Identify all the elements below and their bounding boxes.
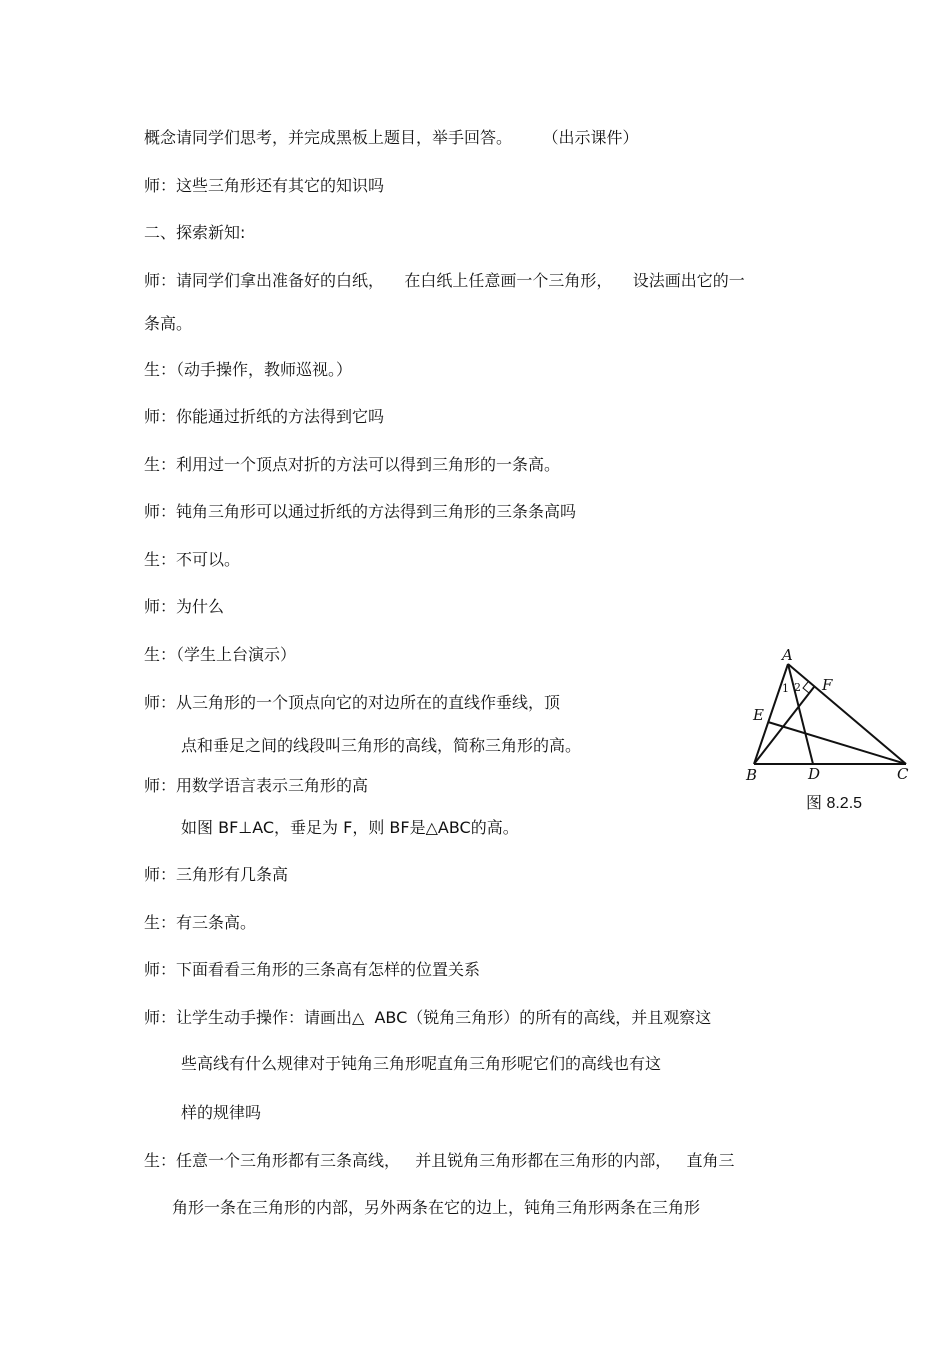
right-angle-mark xyxy=(803,682,809,693)
side-ac xyxy=(788,664,906,764)
text-line: 二、探索新知: xyxy=(144,223,246,242)
text-line: 些高线有什么规律对于钝角三角形呢直角三角形呢它们的高线也有这 xyxy=(181,1054,662,1073)
angle-label-2: 2 xyxy=(794,681,801,694)
text-line: 师：用数学语言表示三角形的高 xyxy=(144,776,369,795)
text-line: 师：三角形有几条高 xyxy=(144,865,289,884)
text-line: 师：从三角形的一个顶点向它的对边所在的直线作垂线，顶 xyxy=(144,693,561,712)
text-line: 师：你能通过折纸的方法得到它吗 xyxy=(144,407,385,426)
text-line: 师：这些三角形还有其它的知识吗 xyxy=(144,176,385,195)
text-line: 师：下面看看三角形的三条高有怎样的位置关系 xyxy=(144,960,481,979)
label-d: D xyxy=(808,765,821,782)
text-line: 生：任意一个三角形都有三条高线， 并且锐角三角形都在三角形的内部， 直角三 xyxy=(144,1151,735,1170)
text-line: 师：请同学们拿出准备好的白纸， 在白纸上任意画一个三角形， 设法画出它的一 xyxy=(144,271,745,290)
text-line: 生：有三条高。 xyxy=(144,913,257,932)
text-line: 点和垂足之间的线段叫三角形的高线，简称三角形的高。 xyxy=(181,736,582,755)
text-line: 生：不可以。 xyxy=(144,550,241,569)
triangle-figure xyxy=(742,642,922,782)
angle-label-1: 1 xyxy=(782,682,789,695)
text-line: 师：钝角三角形可以通过折纸的方法得到三角形的三条条高吗 xyxy=(144,502,577,521)
text-line: 师：让学生动手操作：请画出△ ABC（锐角三角形）的所有的高线，并且观察这 xyxy=(144,1008,712,1027)
label-f: F xyxy=(822,676,833,694)
text-line: 生：（动手操作，教师巡视。） xyxy=(144,360,353,379)
label-a: A xyxy=(782,646,793,664)
text-line: 生：（学生上台演示） xyxy=(144,645,297,664)
label-e: E xyxy=(753,706,764,724)
text-line: 条高。 xyxy=(144,314,193,333)
segment-bf xyxy=(754,687,814,764)
text-line: 样的规律吗 xyxy=(181,1103,262,1122)
figure-caption: 图 8.2.5 xyxy=(806,795,863,812)
segment-ce xyxy=(768,722,906,764)
text-line: 概念请同学们思考，并完成黑板上题目，举手回答。 （出示课件） xyxy=(144,128,639,147)
text-line: 生：利用过一个顶点对折的方法可以得到三角形的一条高。 xyxy=(144,455,561,474)
text-line: 师：为什么 xyxy=(144,597,225,616)
label-c: C xyxy=(897,765,909,782)
text-line: 角形一条在三角形的内部，另外两条在它的边上，钝角三角形两条在三角形 xyxy=(172,1198,701,1217)
label-b: B xyxy=(746,766,758,782)
text-line: 如图 BF⊥AC，垂足为 F，则 BF是△ABC的高。 xyxy=(181,818,519,837)
